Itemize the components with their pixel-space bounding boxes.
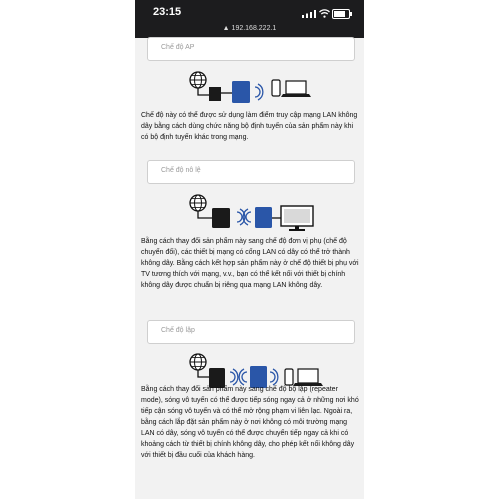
- internet-globe-icon: [190, 354, 206, 370]
- product-slave-icon: [255, 207, 272, 228]
- wireless-waves-icon: [237, 209, 251, 225]
- ap-mode-description: Chế độ này có thể được sử dụng làm điểm truy cập mạng LAN không dây bằng cách dùng chức năng bộ định tuyến của sản phẩm này khi có bộ định tuyến khác trong mạng.: [141, 112, 358, 141]
- laptop-icon: [281, 81, 311, 97]
- battery-icon: [332, 9, 350, 19]
- internet-globe-icon: [190, 72, 206, 88]
- mode-label: Chế độ nô lệ: [161, 167, 201, 174]
- ap-mode-diagram: [185, 69, 315, 111]
- router-device-icon: [212, 208, 230, 228]
- repeater-mode-description: Bằng cách thay đổi sản phẩm này sang chế độ bộ lặp (repeater mode), sóng vô tuyến có thể được tiếp sóng ngay cả ở những nơi khó tiếp cận sóng vô tuyến và có thể mở rộng phạm vi liên lạc. Ngoài ra, bằng cách lắp đặt sản phẩm này ở nơi không có môi trường mạng LAN có dây, sóng vô tuyến có thể được chuyển tiếp ngay cả khi có khoảng cách từ thiết bị chính không dây, cho phép kết nối không dây với thiết bị đầu cuối của khách hàng.: [141, 386, 359, 459]
- slave-mode-description: Bằng cách thay đổi sản phẩm này sang chế độ đơn vị phụ (chế độ chuyển đổi), các thiết bị mạng có cổng LAN có dây có thể trở thành không dây. Bằng cách kết hợp sản phẩm này ở chế độ thiết bị phụ với TV tương thích với mạng, v.v., bạn có thể kết nối với thiết bị chính không dây được chuẩn bị riêng qua mạng LAN không dây.: [141, 238, 359, 289]
- phone-screen: [135, 0, 364, 499]
- mode-selector-repeater[interactable]: [147, 320, 355, 344]
- wireless-waves-icon: [255, 84, 263, 100]
- mode-selector-slave[interactable]: [147, 160, 355, 184]
- mode-selector-ap[interactable]: [147, 37, 355, 61]
- internet-globe-icon: [190, 195, 206, 211]
- smartphone-icon: [272, 80, 280, 96]
- address-bar-url[interactable]: ▲ 192.168.222.1: [222, 25, 277, 32]
- mode-label: Chế độ AP: [161, 44, 195, 51]
- status-time: 23:15: [153, 6, 182, 18]
- smartphone-icon: [285, 369, 293, 385]
- slave-mode-diagram: [185, 192, 325, 236]
- tv-icon: [281, 206, 313, 231]
- cellular-signal-icon: [302, 10, 316, 18]
- router-device-icon: [209, 87, 221, 101]
- status-bar: [135, 0, 364, 38]
- product-ap-icon: [232, 81, 250, 103]
- wifi-icon: [319, 9, 330, 18]
- mode-label: Chế độ lặp: [161, 327, 195, 334]
